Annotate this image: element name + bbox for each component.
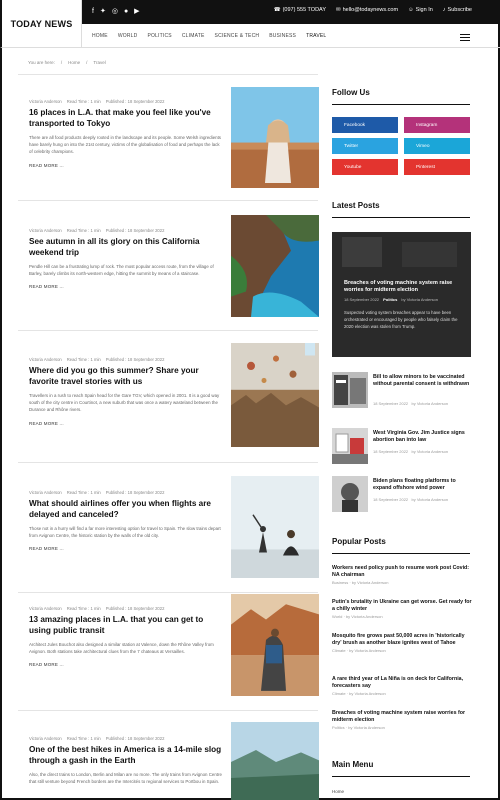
article-meta: Victoria Anderson Read Time : 1 min Published : 18 September 2022: [29, 228, 165, 233]
instagram-button[interactable]: Instagram: [404, 117, 470, 133]
divider: [18, 74, 318, 75]
divider: [18, 200, 318, 201]
article-thumbnail[interactable]: [231, 343, 319, 447]
featured-post[interactable]: [332, 232, 471, 357]
article-excerpt: Those not in a hurry will find a far more interesting option for travel to Spain. The slow trains depart from Avignon Centre, the historic station by the walls of the old city.: [29, 526, 221, 539]
logo[interactable]: [0, 0, 82, 48]
nav-business[interactable]: BUSINESS: [269, 33, 297, 39]
post-title[interactable]: A rare third year of La Niña is on deck for California, forecasters say: [332, 676, 464, 689]
user-icon: ☺: [408, 7, 414, 13]
post-title[interactable]: Breaches of voting machine system raise worries for midterm election: [332, 710, 466, 723]
divider: [18, 710, 318, 711]
post-meta: World · by Victoria Anderson: [332, 614, 383, 619]
post-meta: 18 September 2022 by Victoria Anderson: [373, 449, 449, 454]
read-more-link[interactable]: READ MORE ...: [29, 546, 64, 552]
post-meta: Climate · by Victoria Anderson: [332, 691, 386, 696]
follow-us-heading: Follow Us: [332, 88, 370, 97]
popular-posts-heading: Popular Posts: [332, 537, 386, 546]
article-meta: Victoria Anderson Read Time : 1 min Published : 18 September 2022: [29, 490, 165, 495]
article-excerpt: Pendle Hill can be a frustrating lump of rock. The most popular access route, from the village of Barley, barely climbs its north-western edge, hitting the summit by means of a staircase.: [29, 264, 214, 277]
article-thumbnail[interactable]: [231, 722, 319, 800]
featured-post-image: [332, 232, 471, 357]
article-thumbnail[interactable]: [231, 215, 319, 317]
read-more-link[interactable]: READ MORE ...: [29, 420, 64, 426]
article-title[interactable]: What should airlines offer you when flights are delayed and canceled?: [29, 499, 211, 519]
menu-icon[interactable]: [460, 34, 470, 41]
email-link[interactable]: ✉ hello@todaynews.com: [336, 7, 399, 13]
post-meta: 18 September 2022 by Victoria Anderson: [373, 497, 449, 502]
article-title[interactable]: 16 places in L.A. that make you feel like you've transported to Tokyo: [29, 108, 211, 128]
nav-home[interactable]: HOME: [92, 33, 108, 39]
article-meta: Victoria Anderson Read Time : 1 min Published : 18 September 2022: [29, 736, 165, 741]
post-title[interactable]: Workers need policy push to resume work post Covid: NA chairman: [332, 565, 470, 578]
read-more-link[interactable]: READ MORE ...: [29, 284, 64, 290]
featured-post-title[interactable]: Breaches of voting machine system raise worries for midterm election: [344, 280, 453, 293]
phone-link[interactable]: ☎ (097) 555 TODAY: [273, 7, 326, 13]
post-meta: 18 September 2022 by Victoria Anderson: [373, 401, 449, 406]
youtube-icon[interactable]: ▶: [134, 8, 140, 15]
nav-science-tech[interactable]: SCIENCE & TECH: [214, 33, 260, 39]
breadcrumb-home[interactable]: Home: [68, 60, 81, 65]
read-more-link[interactable]: READ MORE ...: [29, 162, 64, 168]
article-excerpt: Architect Jules Bouchot also designed a similar station at Valence, down the Rhône Valley from Avignon. Both stations take architectural clues from the 7 chateaus at Versailles.: [29, 642, 214, 655]
brand-name: TODAY NEWS: [10, 18, 73, 29]
sign-in-link[interactable]: ☺ Sign In: [408, 7, 433, 13]
instagram-icon[interactable]: ◎: [111, 8, 118, 15]
article-card[interactable]: [29, 490, 319, 600]
article-meta: Victoria Anderson Read Time : 1 min Published : 18 September 2022: [29, 357, 165, 362]
popular-post-item[interactable]: [332, 599, 472, 619]
divider: [18, 330, 318, 331]
nav-world[interactable]: WORLD: [117, 33, 138, 39]
featured-post-meta: 18 September 2022 Politics by Victoria Anderson: [344, 297, 438, 302]
article-card[interactable]: [29, 228, 319, 338]
post-title[interactable]: Mosquito fire grows past 50,000 acres in 'historically dry' brush as another blaze ignites west of Tahoe: [332, 633, 465, 646]
youtube-button[interactable]: Youtube: [332, 159, 398, 175]
facebook-button[interactable]: Facebook: [332, 117, 398, 133]
contact-bar: [274, 7, 472, 13]
heading-underline: [332, 217, 470, 218]
heading-underline: [332, 104, 470, 105]
post-title[interactable]: Putin's brutality in Ukraine can get worse. Get ready for a chilly winter: [332, 599, 472, 612]
article-meta: Victoria Anderson Read Time : 1 min Published : 18 September 2022: [29, 99, 165, 104]
popular-post-item[interactable]: [332, 676, 472, 696]
breadcrumb-current: Travel: [93, 60, 106, 65]
heading-underline: [332, 553, 470, 554]
nav-climate[interactable]: CLIMATE: [181, 33, 205, 39]
latest-post-item[interactable]: [332, 428, 472, 464]
article-card[interactable]: [29, 99, 319, 209]
mail-icon: ✉: [336, 7, 341, 13]
article-title[interactable]: One of the best hikes in America is a 14-mile slog through a gash in the Earth: [29, 745, 222, 765]
post-thumbnail: [332, 372, 368, 408]
twitter-button[interactable]: Twitter: [332, 138, 398, 154]
post-title[interactable]: West Virginia Gov. Jim Justice signs abortion ban into law: [373, 430, 465, 443]
pinterest-button[interactable]: Pinterest: [404, 159, 470, 175]
post-meta: Climate · by Victoria Anderson: [332, 648, 386, 653]
main-menu-heading: Main Menu: [332, 760, 374, 769]
article-title[interactable]: See autumn in all its glory on this California weekend trip: [29, 237, 200, 257]
article-title[interactable]: 13 amazing places in L.A. that you can get to using public transit: [29, 615, 204, 635]
popular-post-item[interactable]: [332, 710, 472, 730]
nav-politics[interactable]: POLITICS: [147, 33, 172, 39]
article-excerpt: There are all food products deeply rooted in the landscape and its people. Some Welsh ingredients have barely hung on into the 21st century, victims of the globalisation of food and perhaps the lack of celebrity champions.: [29, 135, 222, 155]
post-meta: Business · by Victoria Anderson: [332, 580, 389, 585]
divider: [18, 462, 318, 463]
article-excerpt: Travellers in a rush to reach Spain head for the Gare TGV, which opened in 2001. It is a good way south of the city centre in Courtinot, a new suburb that was once a watery wasteland between the Durance and Rhône rivers.: [29, 393, 220, 413]
post-thumbnail: [332, 428, 368, 464]
latest-post-item[interactable]: [332, 372, 472, 408]
article-thumbnail[interactable]: [231, 476, 319, 578]
post-thumbnail: [332, 476, 368, 512]
article-title[interactable]: Where did you go this summer? Share your favorite travel stories with us: [29, 366, 199, 386]
heading-underline: [332, 776, 470, 777]
latest-post-item[interactable]: [332, 476, 472, 512]
article-thumbnail[interactable]: [231, 594, 319, 696]
article-card[interactable]: [29, 606, 319, 716]
social-links: [92, 7, 140, 17]
subscribe-link[interactable]: ♪ Subscribe: [442, 7, 472, 13]
post-title[interactable]: Bill to allow minors to be vaccinated without parental consent is withdrawn: [373, 374, 470, 387]
post-meta: Politics · by Victoria Anderson: [332, 725, 385, 730]
twitter-icon[interactable]: ✦: [99, 8, 106, 15]
article-card[interactable]: [29, 357, 319, 467]
article-meta: Victoria Anderson Read Time : 1 min Published : 18 September 2022: [29, 606, 165, 611]
vimeo-button[interactable]: Vimeo: [404, 138, 470, 154]
article-thumbnail[interactable]: [231, 87, 319, 188]
nav-travel[interactable]: TRAVEL: [306, 33, 327, 39]
read-more-link[interactable]: READ MORE ...: [29, 662, 64, 668]
popular-post-item[interactable]: [332, 633, 472, 653]
breadcrumb: You are here: / Home / Travel: [28, 60, 106, 65]
article-card[interactable]: [29, 736, 319, 800]
featured-post-excerpt: Suspected voting system breaches appear to have been orchestrated or encouraged by people who falsely claim the 2020 election was stolen from Trump.: [344, 310, 458, 329]
divider: [18, 592, 318, 593]
github-icon[interactable]: ●: [123, 8, 129, 15]
phone-icon: ☎: [273, 7, 281, 13]
facebook-icon[interactable]: f: [92, 8, 94, 15]
article-excerpt: Also, the direct trains to London, Berlin and Milan are no more. The only trains from Avignon Centre that still venture beyond French borders are the Intercités to regional services to Portbou in Spain.: [29, 772, 222, 785]
latest-posts-heading: Latest Posts: [332, 201, 380, 210]
main-nav: [82, 24, 500, 48]
bell-icon: ♪: [442, 7, 446, 13]
post-title[interactable]: Biden plans floating platforms to expand offshore wind power: [373, 478, 456, 491]
main-menu-item-home[interactable]: Home: [332, 789, 345, 794]
popular-post-item[interactable]: [332, 565, 472, 585]
